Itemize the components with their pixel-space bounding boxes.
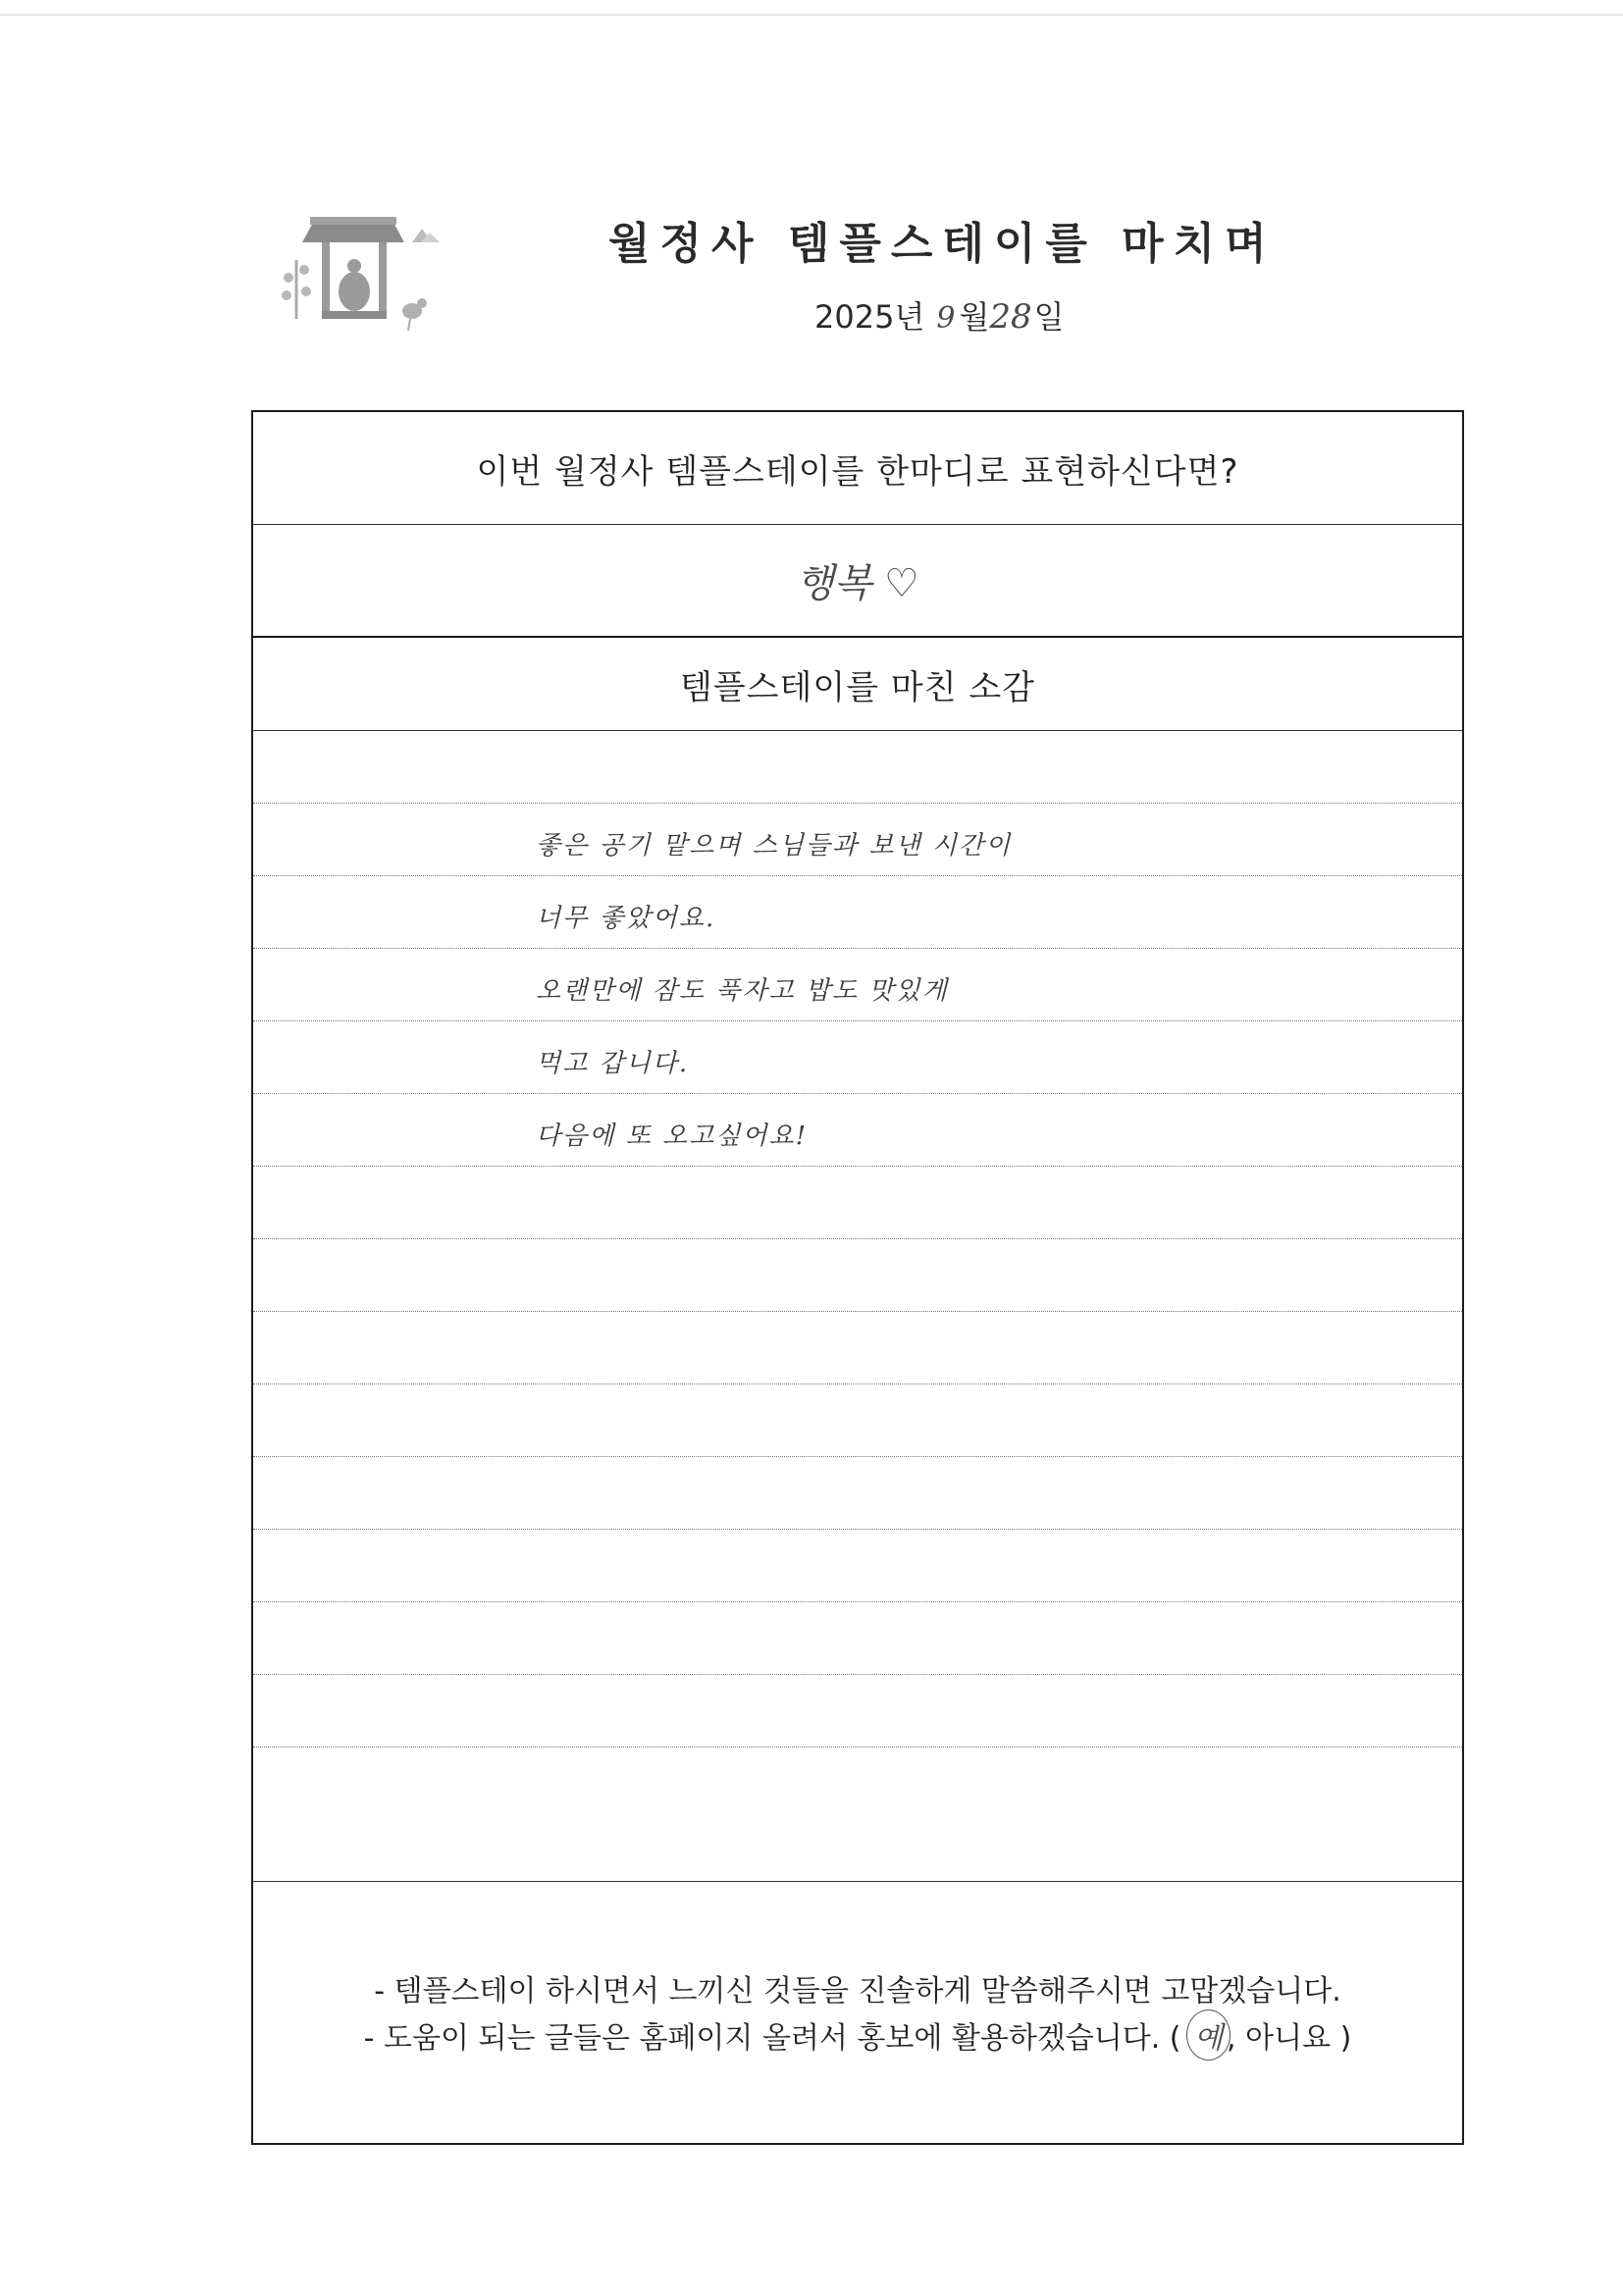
question1-answer-row	[253, 525, 1462, 638]
footer-note-2-text: - 도움이 되는 글들은 홈페이지 올려서 홍보에 활용하겠습니다. (	[363, 2021, 1181, 2056]
date-line	[814, 292, 1065, 341]
question1-answer: 행복 ♡	[796, 561, 919, 606]
impression-lines	[253, 731, 1462, 1749]
consent-separator: ,	[1227, 2021, 1236, 2056]
impression-line	[253, 949, 1462, 1021]
impression-line	[253, 876, 1462, 949]
page-title: 월정사 템플스테이를 마치며	[608, 219, 1277, 269]
impression-line	[253, 1675, 1462, 1748]
impression-line	[253, 1021, 1462, 1094]
impression-line-text: 오랜만에 잠도 푹자고 밥도 맛있게	[536, 976, 949, 1006]
date-day-handwritten: 28	[989, 297, 1032, 337]
impression-line	[253, 804, 1462, 876]
survey-form	[251, 410, 1464, 2145]
question1-row	[253, 412, 1462, 525]
impression-line	[253, 1748, 1462, 1822]
consent-no-option: 아니요 )	[1245, 2021, 1352, 2056]
impression-line-text: 먹고 갑니다.	[536, 1049, 690, 1078]
impression-line	[253, 1602, 1462, 1675]
consent-yes-option: 예	[1190, 2013, 1227, 2057]
impression-line	[253, 1167, 1462, 1239]
impression-line	[253, 1384, 1462, 1457]
temple-logo-icon	[275, 201, 446, 339]
question1-label: 이번 월정사 템플스테이를 한마디로 표현하신다면?	[476, 451, 1239, 492]
footer-note-1: - 템플스테이 하시면서 느끼신 것들을 진솔하게 말씀해주시면 고맙겠습니다.	[374, 1974, 1341, 2009]
impression-line	[253, 731, 1462, 804]
impression-line-text: 좋은 공기 맡으며 스님들과 보낸 시간이	[536, 831, 1013, 861]
question2-label: 템플스테이를 마친 소감	[679, 667, 1036, 707]
footer-note-2	[253, 2013, 1462, 2057]
date-year: 2025년	[814, 298, 925, 336]
date-day-unit: 일	[1033, 298, 1065, 336]
question2-row	[253, 638, 1462, 731]
impression-line-text: 다음에 또 오고싶어요!	[536, 1122, 809, 1151]
page-top-edge	[0, 14, 1623, 16]
date-month-unit: 월	[959, 298, 990, 336]
date-month-handwritten: 9	[936, 301, 956, 336]
impression-line	[253, 1457, 1462, 1530]
impression-line	[253, 1530, 1462, 1602]
footer-notes	[253, 1881, 1462, 2141]
impression-line	[253, 1312, 1462, 1384]
impression-line-text: 너무 좋았어요.	[536, 904, 716, 933]
impression-line	[253, 1094, 1462, 1167]
impression-line	[253, 1239, 1462, 1312]
